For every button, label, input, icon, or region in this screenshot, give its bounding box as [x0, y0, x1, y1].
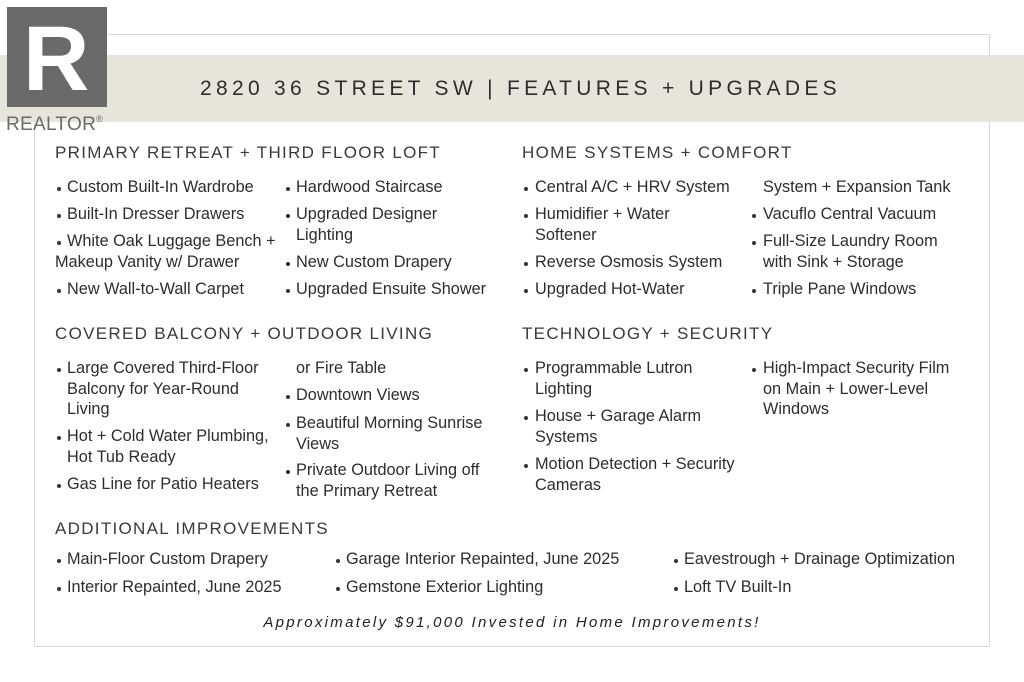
realtor-logo-mark: [7, 7, 107, 110]
bullet: [57, 289, 61, 293]
list-item: New Custom Drapery: [296, 253, 452, 271]
list-item: Eavestrough + Drainage Optimization: [684, 550, 956, 568]
page-title: 2820 36 STREET SW | FEATURES + UPGRADES: [200, 77, 841, 100]
section-heading-additional: ADDITIONAL IMPROVEMENTS: [55, 519, 329, 538]
list-item: Upgraded Ensuite Shower: [296, 280, 487, 298]
list-item: Full-Size Laundry Room with Sink + Storage: [763, 232, 938, 271]
list-item: House + Garage Alarm Systems: [535, 407, 702, 446]
bullet: [57, 214, 61, 218]
section-heading-tech: TECHNOLOGY + SECURITY: [522, 324, 774, 343]
bullet: [57, 187, 61, 191]
bullet: [57, 559, 61, 563]
bullet: [57, 436, 61, 440]
list-item: Programmable Lutron Lighting: [535, 359, 693, 398]
realtor-logo[interactable]: [6, 7, 112, 135]
list-item-continuation: or Fire Table: [296, 359, 387, 377]
section-heading-primary: PRIMARY RETREAT + THIRD FLOOR LOFT: [55, 143, 441, 162]
registered-mark: ®: [96, 114, 104, 124]
list-item: Garage Interior Repainted, June 2025: [346, 550, 620, 568]
list-item: Beautiful Morning Sunrise Views: [296, 414, 483, 453]
investment-summary: Approximately $91,000 Invested in Home Improvements!: [263, 614, 761, 631]
realtor-wordmark-text: REALTOR: [6, 114, 97, 135]
bullet: [57, 368, 61, 372]
bullet: [57, 484, 61, 488]
bullet: [674, 559, 678, 563]
realtor-r-icon: R: [23, 8, 90, 110]
list-item: Vacuflo Central Vacuum: [763, 205, 937, 223]
list-item: Humidifier + Water Softener: [535, 205, 670, 244]
bullet: [524, 214, 528, 218]
list-item: Motion Detection + Security Cameras: [535, 455, 735, 494]
list-item-continuation: System + Expansion Tank: [763, 178, 951, 196]
bullet: [286, 423, 290, 427]
bullet: [286, 262, 290, 266]
list-item: Custom Built-In Wardrobe: [67, 178, 254, 196]
section-heading-systems: HOME SYSTEMS + COMFORT: [522, 143, 793, 162]
bullet: [524, 416, 528, 420]
bullet: [752, 214, 756, 218]
list-item: Gemstone Exterior Lighting: [346, 578, 544, 596]
list-item: Triple Pane Windows: [763, 280, 917, 298]
bullet: [336, 559, 340, 563]
list-item: Downtown Views: [296, 386, 420, 404]
list-item: Interior Repainted, June 2025: [67, 578, 282, 596]
bullet: [286, 470, 290, 474]
list-item: New Wall-to-Wall Carpet: [67, 280, 245, 298]
realtor-wordmark: [6, 114, 103, 136]
section-heading-balcony: COVERED BALCONY + OUTDOOR LIVING: [55, 324, 434, 343]
bullet: [524, 187, 528, 191]
bullet: [674, 587, 678, 591]
list-item: Large Covered Third-Floor Balcony for Year-Round Living: [67, 359, 259, 418]
bullet: [752, 241, 756, 245]
bullet: [524, 464, 528, 468]
bullet: [57, 587, 61, 591]
list-item: Built-In Dresser Drawers: [67, 205, 245, 223]
list-item: Main-Floor Custom Drapery: [67, 550, 268, 568]
list-item: Reverse Osmosis System: [535, 253, 723, 271]
list-item: White Oak Luggage Bench + Makeup Vanity w/ Drawer: [55, 232, 276, 271]
bullet: [524, 262, 528, 266]
bullet: [286, 214, 290, 218]
bullet: [524, 289, 528, 293]
list-item: Loft TV Built-In: [684, 578, 792, 596]
bullet: [524, 368, 528, 372]
list-item: Upgraded Designer Lighting: [296, 205, 438, 244]
list-item: High-Impact Security Film on Main + Lower-Level Windows: [763, 359, 950, 418]
bullet: [752, 368, 756, 372]
list-item: Gas Line for Patio Heaters: [67, 475, 259, 493]
bullet: [286, 395, 290, 399]
bullet: [752, 289, 756, 293]
list-item: Private Outdoor Living off the Primary Retreat: [296, 461, 480, 500]
bullet: [286, 187, 290, 191]
bullet: [336, 587, 340, 591]
list-item: Central A/C + HRV System: [535, 178, 730, 196]
list-item: Upgraded Hot-Water: [535, 280, 685, 298]
list-item: Hot + Cold Water Plumbing, Hot Tub Ready: [67, 427, 269, 466]
bullet: [286, 289, 290, 293]
list-item: Hardwood Staircase: [296, 178, 443, 196]
